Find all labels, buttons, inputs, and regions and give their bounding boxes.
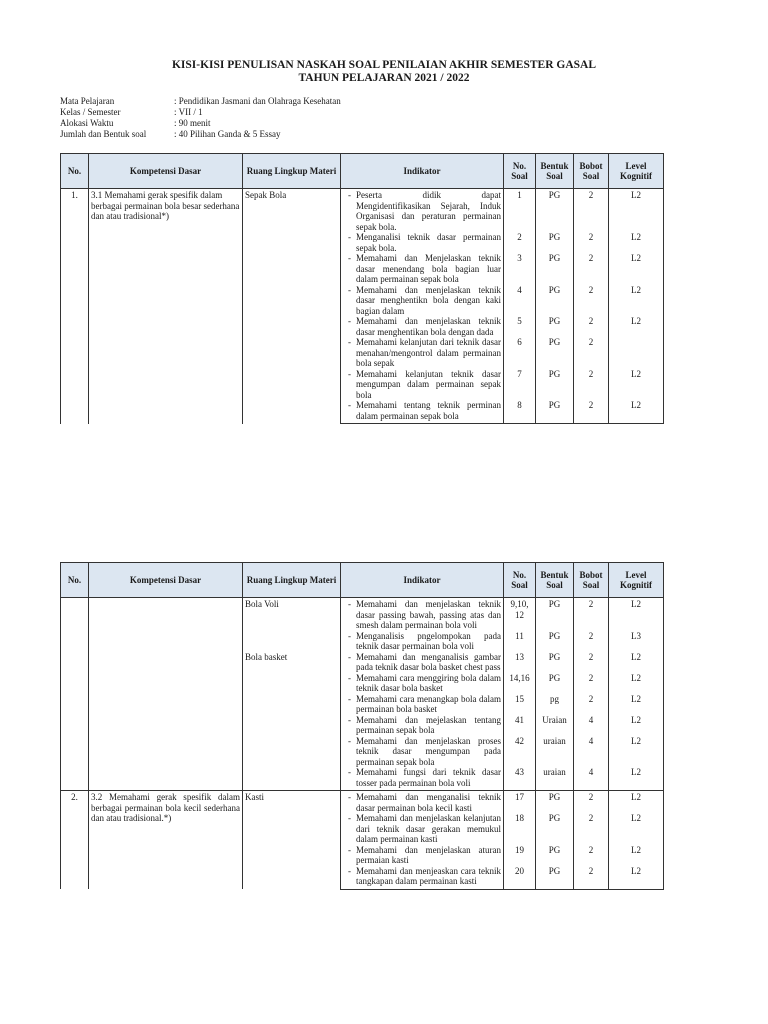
document-title: KISI-KISI PENULISAN NASKAH SOAL PENILAIAN AKHIR SEMESTER GASAL bbox=[171, 59, 596, 71]
meta-row-class bbox=[60, 107, 341, 118]
cell-indikator bbox=[341, 673, 504, 694]
cell-ruang-lingkup: Kasti bbox=[243, 791, 341, 890]
cell-indikator bbox=[341, 189, 504, 233]
cell-level-kognitif: L2 bbox=[609, 253, 664, 285]
cell-indikator bbox=[341, 736, 504, 768]
cell-bobot-soal: 2 bbox=[574, 813, 609, 845]
cell-bentuk-soal: PG bbox=[536, 232, 574, 253]
cell-bentuk-soal: PG bbox=[536, 253, 574, 285]
header-kompetensi-dasar: Kompetensi Dasar bbox=[89, 154, 243, 189]
document-meta bbox=[60, 96, 341, 140]
header-no: No. bbox=[61, 154, 89, 189]
cell-level-kognitif: L2 bbox=[609, 791, 664, 814]
indikator-text: Memahami cara menangkap bola dalam permainan bola basket bbox=[356, 693, 501, 714]
cell-no-soal: 15 bbox=[504, 694, 536, 715]
cell-no-soal: 6 bbox=[504, 337, 536, 369]
indikator-text: Memahami fungsi dari teknik dasar tosser pada permainan bola voli bbox=[356, 767, 501, 788]
indikator-text: Memahami dan menjelaskan teknik dasar menghentikan bola dengan dada bbox=[356, 316, 501, 337]
meta-label: Jumlah dan Bentuk soal bbox=[60, 129, 147, 139]
cell-level-kognitif: L2 bbox=[609, 813, 664, 845]
cell-no-soal: 41 bbox=[504, 715, 536, 736]
cell-no-soal: 5 bbox=[504, 316, 536, 337]
cell-bobot-soal: 2 bbox=[574, 369, 609, 401]
cell-bentuk-soal: PG bbox=[536, 813, 574, 845]
cell-bobot-soal: 2 bbox=[574, 791, 609, 814]
indikator-text: Memahami dan mejelaskan tentang permainan sepak bola bbox=[356, 714, 501, 735]
bullet-dash: - bbox=[348, 693, 351, 704]
cell-indikator bbox=[341, 316, 504, 337]
header-no-soal: No. Soal bbox=[504, 563, 536, 598]
indikator-text: Menganalisis pngelompokan pada teknik dasar permainan bola voli bbox=[356, 630, 501, 651]
header-no: No. bbox=[61, 563, 89, 598]
cell-indikator bbox=[341, 400, 504, 424]
bullet-dash: - bbox=[348, 844, 351, 855]
cell-level-kognitif: L2 bbox=[609, 189, 664, 233]
cell-ruang-lingkup: Bola basket bbox=[243, 652, 341, 673]
header-ruang-lingkup: Ruang Lingkup Materi bbox=[243, 154, 341, 189]
cell-no-soal: 4 bbox=[504, 285, 536, 317]
bullet-dash: - bbox=[348, 672, 351, 683]
table-row bbox=[61, 598, 664, 631]
indikator-text: Memahami cara menggiring bola dalam teknik dasar bola basket bbox=[356, 672, 501, 693]
meta-label: Alokasi Waktu bbox=[60, 118, 114, 128]
meta-label: Kelas / Semester bbox=[60, 107, 121, 117]
kisi-table-page1 bbox=[60, 153, 664, 424]
cell-indikator bbox=[341, 652, 504, 673]
bullet-dash: - bbox=[348, 792, 351, 802]
meta-row-questions bbox=[60, 129, 341, 140]
cell-indikator bbox=[341, 253, 504, 285]
cell-ruang-lingkup bbox=[243, 767, 341, 791]
cell-level-kognitif: L2 bbox=[609, 232, 664, 253]
bullet-dash: - bbox=[348, 767, 351, 777]
cell-bobot-soal: 2 bbox=[574, 337, 609, 369]
cell-no-soal: 8 bbox=[504, 400, 536, 424]
bullet-dash: - bbox=[348, 599, 351, 609]
cell-no-soal: 20 bbox=[504, 866, 536, 890]
cell-kompetensi-dasar bbox=[89, 598, 243, 791]
cell-bobot-soal: 4 bbox=[574, 736, 609, 768]
cell-bentuk-soal: uraian bbox=[536, 767, 574, 791]
bullet-dash: - bbox=[348, 865, 351, 876]
cell-no-soal: 19 bbox=[504, 845, 536, 866]
indikator-text: Memahami dan menjeaskan cara teknik tangkapan dalam permainan kasti bbox=[356, 865, 501, 886]
bullet-dash: - bbox=[348, 368, 351, 379]
cell-bobot-soal: 2 bbox=[574, 598, 609, 631]
indikator-text: Menganalisi teknik dasar permainan sepak bola. bbox=[356, 232, 501, 253]
cell-bobot-soal: 4 bbox=[574, 767, 609, 791]
cell-no: 1. bbox=[61, 189, 89, 424]
header-level-kognitif: Level Kognitif bbox=[609, 154, 664, 189]
cell-indikator bbox=[341, 285, 504, 317]
cell-level-kognitif: L2 bbox=[609, 598, 664, 631]
cell-bobot-soal: 2 bbox=[574, 845, 609, 866]
cell-level-kognitif: L2 bbox=[609, 715, 664, 736]
cell-level-kognitif: L2 bbox=[609, 400, 664, 424]
indikator-text: Memahami dan menjelaskan proses teknik dasar mengumpan pada permainan sepak bola bbox=[356, 735, 501, 767]
cell-bentuk-soal: PG bbox=[536, 673, 574, 694]
cell-indikator bbox=[341, 791, 504, 814]
bullet-dash: - bbox=[348, 316, 351, 326]
cell-no-soal: 9,10, 12 bbox=[504, 598, 536, 631]
cell-bentuk-soal: PG bbox=[536, 631, 574, 652]
cell-bobot-soal: 2 bbox=[574, 631, 609, 652]
indikator-text: Memahami tentang teknik perminan dalam permainan sepak bola bbox=[356, 400, 501, 421]
header-bobot-soal: Bobot Soal bbox=[574, 154, 609, 189]
cell-bentuk-soal: PG bbox=[536, 316, 574, 337]
cell-level-kognitif: L2 bbox=[609, 652, 664, 673]
cell-indikator bbox=[341, 767, 504, 791]
meta-value: : VII / 1 bbox=[174, 107, 203, 117]
cell-no-soal: 43 bbox=[504, 767, 536, 791]
cell-bentuk-soal: PG bbox=[536, 791, 574, 814]
table-row bbox=[61, 189, 664, 233]
indikator-text: Memahami dan menjelaskan kelanjutan dari teknik dasar gerakan memukul dalam permainan kasti bbox=[356, 813, 501, 844]
cell-ruang-lingkup bbox=[243, 673, 341, 694]
cell-bobot-soal: 2 bbox=[574, 652, 609, 673]
cell-ruang-lingkup bbox=[243, 694, 341, 715]
bullet-dash: - bbox=[348, 337, 351, 347]
cell-bentuk-soal: Uraian bbox=[536, 715, 574, 736]
cell-level-kognitif: L3 bbox=[609, 631, 664, 652]
table-header-row bbox=[61, 563, 664, 598]
cell-ruang-lingkup: Bola Voli bbox=[243, 598, 341, 631]
cell-indikator bbox=[341, 813, 504, 845]
bullet-dash: - bbox=[348, 813, 351, 823]
cell-indikator bbox=[341, 232, 504, 253]
cell-bobot-soal: 2 bbox=[574, 189, 609, 233]
cell-no-soal: 2 bbox=[504, 232, 536, 253]
cell-indikator bbox=[341, 631, 504, 652]
indikator-text: Memahami dan menjelaskan aturan permaian kasti bbox=[356, 844, 501, 865]
indikator-text: Memahami kelanjutan teknik dasar mengumpan dalam permainan sepak bola bbox=[356, 368, 501, 400]
header-bentuk-soal: Bentuk Soal bbox=[536, 154, 574, 189]
cell-bobot-soal: 2 bbox=[574, 316, 609, 337]
cell-level-kognitif: L2 bbox=[609, 285, 664, 317]
cell-kompetensi-dasar: 3.2 Memahami gerak spesifik dalam berbagai permainan bola kecil sederhana dan atau tradisional.*) bbox=[89, 791, 243, 890]
indikator-text: Peserta didik dapat Mengidentifikasikan Sejarah, Induk Organisasi dan peraturan permainan sepak bola. bbox=[356, 190, 501, 232]
cell-bentuk-soal: PG bbox=[536, 400, 574, 424]
cell-bobot-soal: 2 bbox=[574, 232, 609, 253]
cell-bentuk-soal: pg bbox=[536, 694, 574, 715]
table-row bbox=[61, 791, 664, 814]
indikator-text: Memahami dan menjelaskan teknik dasar menghentikn bola dengan kaki bagian dalam bbox=[356, 284, 501, 316]
header-bentuk-soal: Bentuk Soal bbox=[536, 563, 574, 598]
cell-level-kognitif: L2 bbox=[609, 736, 664, 768]
cell-level-kognitif: L2 bbox=[609, 845, 664, 866]
cell-ruang-lingkup: Sepak Bola bbox=[243, 189, 341, 424]
indikator-text: Memahami dan menganalisi teknik dasar permainan bola kecil kasti bbox=[356, 792, 501, 813]
cell-bobot-soal: 2 bbox=[574, 285, 609, 317]
meta-value: : Pendidikan Jasmani dan Olahraga Kesehatan bbox=[174, 96, 341, 106]
header-indikator: Indikator bbox=[341, 563, 504, 598]
cell-no-soal: 7 bbox=[504, 369, 536, 401]
cell-bentuk-soal: PG bbox=[536, 369, 574, 401]
header-no-soal: No. Soal bbox=[504, 154, 536, 189]
meta-row-time bbox=[60, 118, 341, 129]
cell-indikator bbox=[341, 866, 504, 890]
meta-label: Mata Pelajaran bbox=[60, 96, 115, 106]
cell-indikator bbox=[341, 337, 504, 369]
cell-no-soal: 11 bbox=[504, 631, 536, 652]
cell-indikator bbox=[341, 715, 504, 736]
bullet-dash: - bbox=[348, 400, 351, 410]
cell-no-soal: 3 bbox=[504, 253, 536, 285]
cell-no-soal: 17 bbox=[504, 791, 536, 814]
cell-bentuk-soal: PG bbox=[536, 337, 574, 369]
bullet-dash: - bbox=[348, 735, 351, 746]
cell-bentuk-soal: PG bbox=[536, 652, 574, 673]
bullet-dash: - bbox=[348, 714, 351, 725]
cell-no-soal: 42 bbox=[504, 736, 536, 768]
meta-row-subject bbox=[60, 96, 341, 107]
cell-bentuk-soal: PG bbox=[536, 598, 574, 631]
cell-bobot-soal: 2 bbox=[574, 694, 609, 715]
cell-bobot-soal: 2 bbox=[574, 253, 609, 285]
bullet-dash: - bbox=[348, 232, 351, 242]
cell-ruang-lingkup bbox=[243, 736, 341, 768]
indikator-text: Memahami dan menganalisis gambar pada teknik dasar bola basket chest pass bbox=[356, 651, 501, 672]
bullet-dash: - bbox=[348, 284, 351, 295]
cell-indikator bbox=[341, 369, 504, 401]
cell-level-kognitif: L2 bbox=[609, 694, 664, 715]
cell-no-soal: 14,16 bbox=[504, 673, 536, 694]
header-ruang-lingkup: Ruang Lingkup Materi bbox=[243, 563, 341, 598]
kisi-table-page2 bbox=[60, 562, 664, 890]
cell-bentuk-soal: PG bbox=[536, 866, 574, 890]
indikator-text: Memahami dan Menjelaskan teknik dasar menendang bola bagian luar dalam permainan sepak bola bbox=[356, 253, 501, 284]
cell-ruang-lingkup bbox=[243, 631, 341, 652]
cell-kompetensi-dasar: 3.1 Memahami gerak spesifik dalam berbagai permainan bola besar sederhana dan atau tradisional*) bbox=[89, 189, 243, 424]
cell-level-kognitif: L2 bbox=[609, 316, 664, 337]
bullet-dash: - bbox=[348, 630, 351, 641]
indikator-text: Memahami dan menjelaskan teknik dasar passing bawah, passing atas dan smesh dalam permainan bola voli bbox=[356, 599, 501, 630]
bullet-dash: - bbox=[348, 190, 351, 200]
cell-ruang-lingkup bbox=[243, 715, 341, 736]
cell-bentuk-soal: uraian bbox=[536, 736, 574, 768]
cell-level-kognitif: L2 bbox=[609, 673, 664, 694]
cell-level-kognitif: L2 bbox=[609, 767, 664, 791]
cell-level-kognitif: L2 bbox=[609, 369, 664, 401]
header-kompetensi-dasar: Kompetensi Dasar bbox=[89, 563, 243, 598]
cell-indikator bbox=[341, 694, 504, 715]
cell-no-soal: 13 bbox=[504, 652, 536, 673]
meta-value: : 40 Pilihan Ganda & 5 Essay bbox=[174, 129, 281, 139]
meta-value: : 90 menit bbox=[174, 118, 211, 128]
cell-level-kognitif: L2 bbox=[609, 866, 664, 890]
cell-no-soal: 18 bbox=[504, 813, 536, 845]
indikator-text: Memahami kelanjutan dari teknik dasar menahan/mengontrol dalam permainan bola sepak bbox=[356, 337, 501, 368]
cell-no: 2. bbox=[61, 791, 89, 890]
cell-bobot-soal: 4 bbox=[574, 715, 609, 736]
header-indikator: Indikator bbox=[341, 154, 504, 189]
bullet-dash: - bbox=[348, 253, 351, 263]
cell-no bbox=[61, 598, 89, 791]
header-level-kognitif: Level Kognitif bbox=[609, 563, 664, 598]
document-subtitle: TAHUN PELAJARAN 2021 / 2022 bbox=[298, 72, 470, 84]
cell-bentuk-soal: PG bbox=[536, 285, 574, 317]
table-header-row bbox=[61, 154, 664, 189]
cell-bobot-soal: 2 bbox=[574, 400, 609, 424]
cell-bentuk-soal: PG bbox=[536, 189, 574, 233]
cell-bentuk-soal: PG bbox=[536, 845, 574, 866]
cell-level-kognitif bbox=[609, 337, 664, 369]
bullet-dash: - bbox=[348, 651, 351, 662]
cell-bobot-soal: 2 bbox=[574, 673, 609, 694]
header-bobot-soal: Bobot Soal bbox=[574, 563, 609, 598]
cell-indikator bbox=[341, 598, 504, 631]
cell-indikator bbox=[341, 845, 504, 866]
cell-bobot-soal: 2 bbox=[574, 866, 609, 890]
cell-no-soal: 1 bbox=[504, 189, 536, 233]
